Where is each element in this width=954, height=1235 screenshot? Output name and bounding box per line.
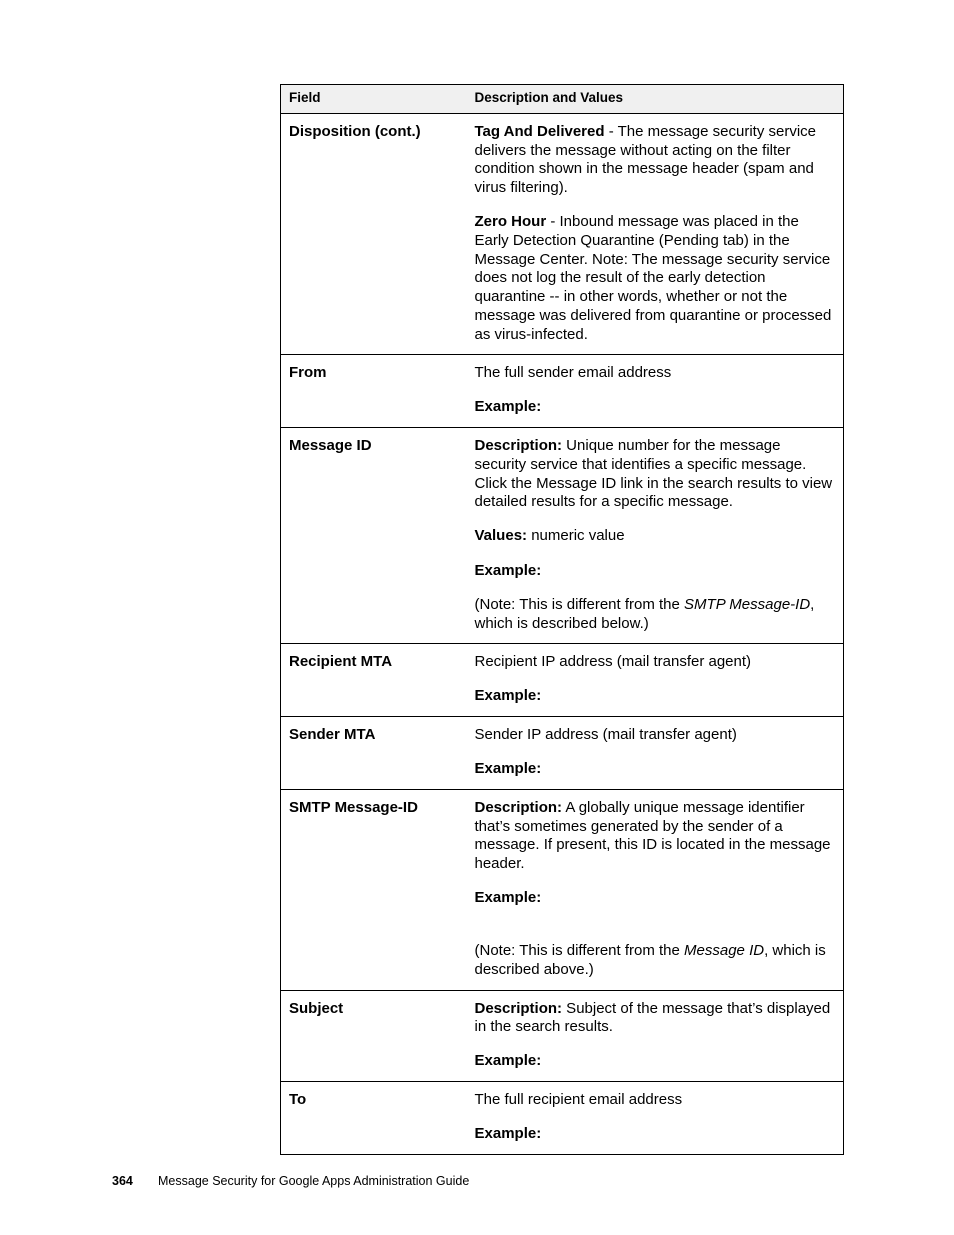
paragraph: The full recipient email address bbox=[474, 1091, 683, 1109]
field-description bbox=[474, 355, 844, 428]
document-title: Message Security for Google Apps Administration Guide bbox=[158, 1174, 470, 1188]
paragraph bbox=[475, 942, 834, 979]
description-label: Description: bbox=[474, 437, 563, 455]
header-description: Description and Values bbox=[474, 85, 844, 114]
note-text: , which is described below.) bbox=[474, 595, 815, 632]
note-text: , which is described above.) bbox=[474, 942, 826, 978]
field-description bbox=[474, 644, 844, 717]
values-text: numeric value bbox=[527, 527, 625, 545]
table-row bbox=[281, 355, 844, 428]
paragraph bbox=[475, 123, 834, 198]
note-emphasis: SMTP Message-ID bbox=[684, 595, 811, 613]
paragraph bbox=[475, 437, 834, 512]
paragraph: Sender IP address (mail transfer agent) bbox=[474, 726, 737, 744]
term-text: - The message security service delivers the message without acting on the filter condition shown in the message header (spam and virus filtering). bbox=[474, 123, 816, 197]
paragraph bbox=[475, 398, 834, 417]
paragraph bbox=[475, 562, 834, 581]
table-row bbox=[281, 1082, 844, 1155]
table-row bbox=[281, 717, 844, 790]
paragraph bbox=[475, 213, 834, 344]
term-label: Tag And Delivered bbox=[474, 123, 605, 140]
term-label: Zero Hour bbox=[474, 213, 547, 231]
note-text: (Note: This is different from the bbox=[474, 595, 685, 613]
page-footer bbox=[112, 1174, 469, 1188]
note-emphasis: Message ID bbox=[684, 942, 765, 960]
field-description bbox=[474, 717, 844, 790]
paragraph bbox=[475, 760, 834, 779]
table-header-row bbox=[281, 85, 844, 114]
field-name: Recipient MTA bbox=[281, 644, 474, 717]
field-name: Subject bbox=[281, 990, 474, 1082]
example-label: Example: bbox=[474, 398, 542, 416]
paragraph bbox=[475, 687, 834, 706]
field-description bbox=[474, 1082, 844, 1155]
field-name: Sender MTA bbox=[281, 717, 474, 790]
description-label: Description: bbox=[474, 999, 563, 1017]
field-description bbox=[474, 114, 844, 355]
term-text: - Inbound message was placed in the Early Detection Quarantine (Pending tab) in the Message Center. Note: The message security service does not log the result of the early detection quarantine -- in other words, whether or not the message was delivered from quarantine or processed as virus-infected. bbox=[474, 213, 832, 343]
description-text: Subject of the message that’s displayed in the search results. bbox=[474, 999, 831, 1036]
table-row bbox=[281, 644, 844, 717]
table-row bbox=[281, 790, 844, 990]
field-description bbox=[474, 990, 844, 1082]
page-number: 364 bbox=[112, 1174, 133, 1188]
example-label: Example: bbox=[474, 760, 542, 778]
field-name: SMTP Message-ID bbox=[281, 790, 474, 990]
values-label: Values: bbox=[474, 527, 528, 545]
paragraph bbox=[475, 889, 834, 908]
paragraph: The full sender email address bbox=[474, 364, 672, 382]
paragraph bbox=[475, 1052, 834, 1071]
header-field: Field bbox=[281, 85, 474, 114]
description-text: Unique number for the message security service that identifies a specific message. Click the Message ID link in the search results to view detailed results for a specific message. bbox=[474, 437, 833, 511]
table-row bbox=[281, 428, 844, 644]
field-description-table bbox=[280, 84, 844, 1155]
paragraph bbox=[475, 799, 834, 874]
table-row bbox=[281, 114, 844, 355]
paragraph bbox=[475, 1000, 834, 1037]
paragraph bbox=[475, 527, 834, 546]
paragraph: Recipient IP address (mail transfer agent) bbox=[474, 653, 752, 671]
field-name: Disposition (cont.) bbox=[281, 114, 474, 355]
paragraph bbox=[475, 596, 834, 633]
table-row bbox=[281, 990, 844, 1082]
field-description bbox=[474, 428, 844, 644]
example-label: Example: bbox=[474, 1052, 542, 1070]
paragraph bbox=[475, 1125, 834, 1144]
field-name: From bbox=[281, 355, 474, 428]
example-label: Example: bbox=[474, 561, 542, 579]
example-label: Example: bbox=[474, 687, 542, 705]
field-name: Message ID bbox=[281, 428, 474, 644]
description-label: Description: bbox=[474, 799, 563, 817]
example-label: Example: bbox=[474, 1125, 542, 1143]
description-text: A globally unique message identifier that’s sometimes generated by the sender of a message. If present, this ID is located in the message header. bbox=[474, 799, 831, 873]
example-label: Example: bbox=[474, 889, 542, 907]
field-description bbox=[474, 790, 844, 990]
note-text: (Note: This is different from the bbox=[474, 942, 685, 960]
field-name: To bbox=[281, 1082, 474, 1155]
